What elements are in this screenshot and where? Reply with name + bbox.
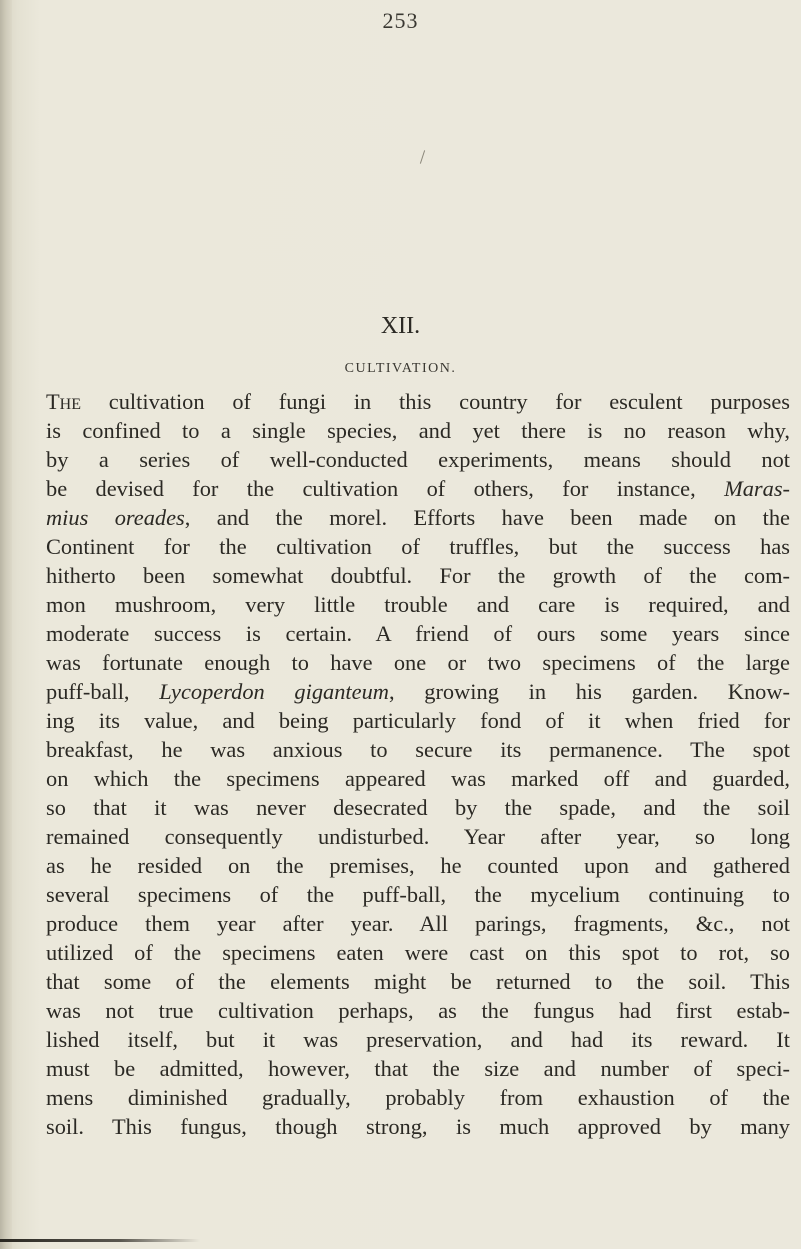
pencil-mark [420, 150, 425, 164]
text-line: lished itself, but it was preservation, and had its reward. It [46, 1027, 790, 1052]
text-line: soil. This fungus, though strong, is much approved by many [46, 1114, 790, 1139]
text-line: by a series of well-conducted experiments, means should not [46, 447, 790, 472]
page-number: 253 [382, 8, 419, 33]
text-line: must be admitted, however, that the size and number of speci- [46, 1056, 790, 1081]
text-line: hitherto been somewhat doubtful. For the growth of the com- [46, 563, 790, 588]
text-line: remained consequently undisturbed. Year after year, so long [46, 824, 790, 849]
text-line: Continent for the cultivation of truffles, but the success has [46, 534, 790, 559]
text-line: is confined to a single species, and yet there is no reason why, [46, 418, 790, 443]
text-line: The cultivation of fungi in this country for esculent purposes [46, 389, 790, 414]
text-line: so that it was never desecrated by the spade, and the soil [46, 795, 790, 820]
chapter-number: XII. [380, 313, 421, 339]
chapter-title: CULTIVATION. [344, 361, 457, 376]
text-line: as he resided on the premises, he counted upon and gathered [46, 853, 790, 878]
text-line: was not true cultivation perhaps, as the fungus had first estab- [46, 998, 790, 1023]
text-line: breakfast, he was anxious to secure its permanence. The spot [46, 737, 790, 762]
text-line: several specimens of the puff-ball, the mycelium continuing to [46, 882, 790, 907]
text-line: ing its value, and being particularly fond of it when fried for [46, 708, 790, 733]
text-line: be devised for the cultivation of others, for instance, Maras- [46, 476, 790, 501]
text-line: mens diminished gradually, probably from exhaustion of the [46, 1085, 790, 1110]
text-line: mius oreades, and the morel. Efforts have been made on the [46, 505, 790, 530]
text-line: that some of the elements might be returned to the soil. This [46, 969, 790, 994]
text-line: was fortunate enough to have one or two specimens of the large [46, 650, 790, 675]
text-line: puff-ball, Lycoperdon giganteum, growing in his garden. Know- [46, 679, 790, 704]
body-text [46, 387, 790, 1141]
text-line: utilized of the specimens eaten were cast on this spot to rot, so [46, 940, 790, 965]
text-line: produce them year after year. All parings, fragments, &c., not [46, 911, 790, 936]
page-gutter [0, 0, 12, 1249]
text-line: on which the specimens appeared was marked off and guarded, [46, 766, 790, 791]
text-line: moderate success is certain. A friend of ours some years since [46, 621, 790, 646]
text-line: mon mushroom, very little trouble and care is required, and [46, 592, 790, 617]
page-edge-shadow [0, 1239, 200, 1242]
